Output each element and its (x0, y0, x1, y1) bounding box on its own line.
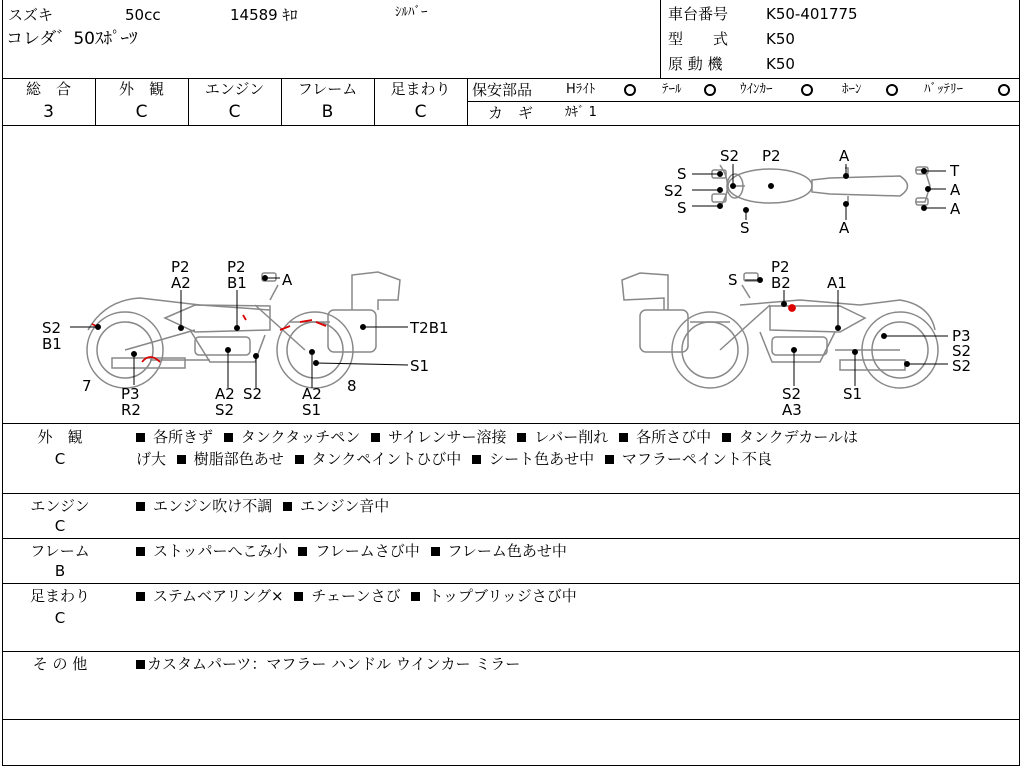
label-top-t: T (950, 162, 960, 180)
note-item: 各所さび中 (636, 428, 712, 446)
label-left-8: 8 (347, 377, 357, 395)
note-item: カスタムパーツ：マフラー ハンドル ウインカー ミラー (147, 655, 521, 673)
label-left-p3: P3 (121, 385, 140, 403)
label-right-a3: A3 (782, 401, 802, 419)
label-left-t2b1: T2B1 (410, 319, 449, 337)
notes-suspension-line (136, 585, 577, 607)
note-item: トップブリッジさび中 (428, 587, 577, 605)
label-right-s2-2: S2 (952, 357, 972, 375)
label-left-s1: S1 (410, 357, 430, 375)
note-item: エンジン吹け不調 (153, 497, 273, 515)
rule (2, 583, 1020, 584)
label-right-b2: B2 (771, 274, 791, 292)
note-item: サイレンサー溶接 (387, 428, 507, 446)
notes-suspension-grade: C (54, 609, 66, 627)
grade-suspension-label: 足まわり (390, 80, 451, 98)
type-label: 型 式 (668, 30, 729, 48)
grade-overall-value: 3 (43, 102, 54, 122)
engine-model-label: 原 動 機 (668, 55, 723, 73)
damage-mark (789, 305, 795, 311)
horn-ok-icon (886, 84, 898, 96)
notes-frame-line (136, 540, 567, 562)
notes-exterior-line1 (136, 426, 858, 448)
label-right-s2b: S2 (782, 385, 802, 403)
label-left-s2c: S2 (243, 385, 263, 403)
note-item: レバー削れ (534, 428, 609, 446)
bullet-icon (136, 592, 145, 601)
note-item: フレーム色あせ中 (447, 542, 567, 560)
label-left-b1-side: B1 (42, 335, 62, 353)
bullet-icon (177, 455, 186, 464)
grade-exterior-value: C (135, 102, 148, 122)
notes-engine-grade: C (54, 517, 66, 535)
rule (2, 651, 1020, 652)
notes-engine-line (136, 495, 389, 517)
rule (2, 719, 1020, 720)
notes-exterior-label: 外 観 (37, 428, 83, 446)
horn-label: ﾎｰﾝ (842, 82, 862, 97)
label-top-a3: A (950, 200, 961, 218)
bullet-icon (619, 433, 628, 442)
bullet-icon (136, 433, 145, 442)
note-item: タンクペイントひび中 (311, 450, 462, 468)
notes-other-label: そ の 他 (32, 655, 88, 673)
bullet-icon (605, 455, 614, 464)
taillight-ok-icon (704, 84, 716, 96)
grade-engine-value: C (228, 102, 241, 122)
label-left-p2: P2 (171, 258, 190, 276)
label-right-s: S (728, 271, 738, 289)
headlight-label: Hﾗｲﾄ (566, 82, 596, 97)
label-top-s2: S2 (720, 147, 740, 165)
notes-suspension-label: 足まわり (29, 587, 90, 605)
label-right-s2-1: S2 (952, 342, 972, 360)
note-item: フレームさび中 (315, 542, 420, 560)
label-top-s1: S (677, 165, 687, 183)
label-left-s2: S2 (42, 319, 62, 337)
rule (467, 101, 1020, 102)
bullet-icon (517, 433, 526, 442)
label-top-s3: S (677, 199, 687, 217)
grade-frame-label: フレーム (297, 80, 358, 98)
label-left-p2b: P2 (227, 258, 246, 276)
notes-exterior-grade: C (54, 450, 66, 468)
displacement: 50cc (125, 6, 161, 24)
label-left-b1: B1 (227, 274, 247, 292)
note-item: タンクデカールは (738, 428, 858, 446)
label-top-s-bottom: S (740, 219, 750, 237)
bullet-icon (294, 592, 303, 601)
label-top-p2: P2 (762, 147, 781, 165)
headlight-ok-icon (624, 84, 636, 96)
winker-label: ｳｲﾝｶｰ (740, 82, 773, 97)
grade-frame-value: B (321, 102, 334, 122)
note-item: ストッパーへこみ小 (153, 542, 288, 560)
note-item: げ大 (136, 450, 167, 468)
notes-exterior-line2 (136, 448, 772, 470)
note-item: チェーンさび (311, 587, 401, 605)
bullet-icon (298, 547, 307, 556)
label-right-a1: A1 (827, 274, 847, 292)
label-left-a2c: A2 (302, 385, 322, 403)
notes-engine-label: エンジン (30, 497, 90, 515)
note-item: シート色あせ中 (489, 450, 595, 468)
taillight-label: ﾃｰﾙ (662, 82, 682, 97)
bike-top-view (712, 165, 930, 207)
model-name: コレダ゛50ｽﾎﾟｰﾂ (6, 29, 138, 49)
notes-other-line (136, 653, 520, 675)
label-right-p3: P3 (952, 327, 971, 345)
bullet-icon (722, 433, 731, 442)
bullet-icon (472, 455, 481, 464)
rule (2, 423, 1020, 424)
maker: スズキ (8, 6, 54, 24)
rule (2, 78, 1020, 79)
label-left-a: A (282, 271, 293, 289)
bullet-icon (411, 592, 420, 601)
label-left-a2: A2 (171, 274, 191, 292)
bullet-icon (431, 547, 440, 556)
note-item: エンジン音中 (300, 497, 390, 515)
note-item: タンクタッチペン (240, 428, 361, 446)
label-left-s1c: S1 (302, 401, 322, 419)
label-left-r2: R2 (121, 401, 141, 419)
label-top-s2-left: S2 (664, 182, 684, 200)
grade-engine-label: エンジン (204, 80, 265, 98)
bullet-icon (295, 455, 304, 464)
bullet-icon (371, 433, 380, 442)
bullet-icon (283, 502, 292, 511)
header-divider (660, 0, 661, 78)
mileage: 14589 ｷﾛ (230, 6, 298, 24)
type-value: K50 (766, 30, 795, 48)
battery-ok-icon (998, 84, 1010, 96)
safety-label: 保安部品 (472, 81, 533, 99)
note-item: マフラーペイント不良 (621, 450, 772, 468)
label-right-s1: S1 (843, 385, 863, 403)
notes-frame-grade: B (54, 562, 66, 580)
bullet-icon (224, 433, 233, 442)
battery-label: ﾊﾞｯﾃﾘｰ (924, 82, 963, 97)
label-left-a2b: A2 (215, 385, 235, 403)
rule (2, 493, 1020, 494)
bullet-icon (136, 547, 145, 556)
key-label: カ ギ (488, 104, 534, 122)
note-item: ステムベアリング× (153, 587, 284, 605)
rule (2, 538, 1020, 539)
note-item: 各所きず (153, 428, 214, 446)
key-value: ｶｷﾞ 1 (565, 105, 597, 120)
frame-number-label: 車台番号 (668, 5, 729, 23)
winker-ok-icon (801, 84, 813, 96)
label-top-a-bottom: A (839, 219, 850, 237)
note-item: 樹脂部色あせ (193, 450, 284, 468)
label-left-7: 7 (82, 377, 92, 395)
grade-exterior-label: 外 観 (118, 80, 164, 98)
bullet-icon (136, 502, 145, 511)
label-top-a1: A (839, 147, 850, 165)
engine-model-value: K50 (766, 55, 795, 73)
motorcycle-diagram (0, 126, 1024, 423)
label-top-a2: A (950, 181, 961, 199)
color: ｼﾙﾊﾞｰ (395, 5, 428, 20)
label-left-s2b: S2 (215, 401, 235, 419)
grade-suspension-value: C (414, 102, 427, 122)
label-right-p2: P2 (771, 258, 790, 276)
grade-overall-label: 総 合 (25, 80, 71, 98)
bullet-icon (136, 660, 145, 669)
notes-frame-label: フレーム (30, 542, 90, 560)
frame-number-value: K50-401775 (766, 5, 858, 23)
damage-mark (243, 315, 246, 320)
